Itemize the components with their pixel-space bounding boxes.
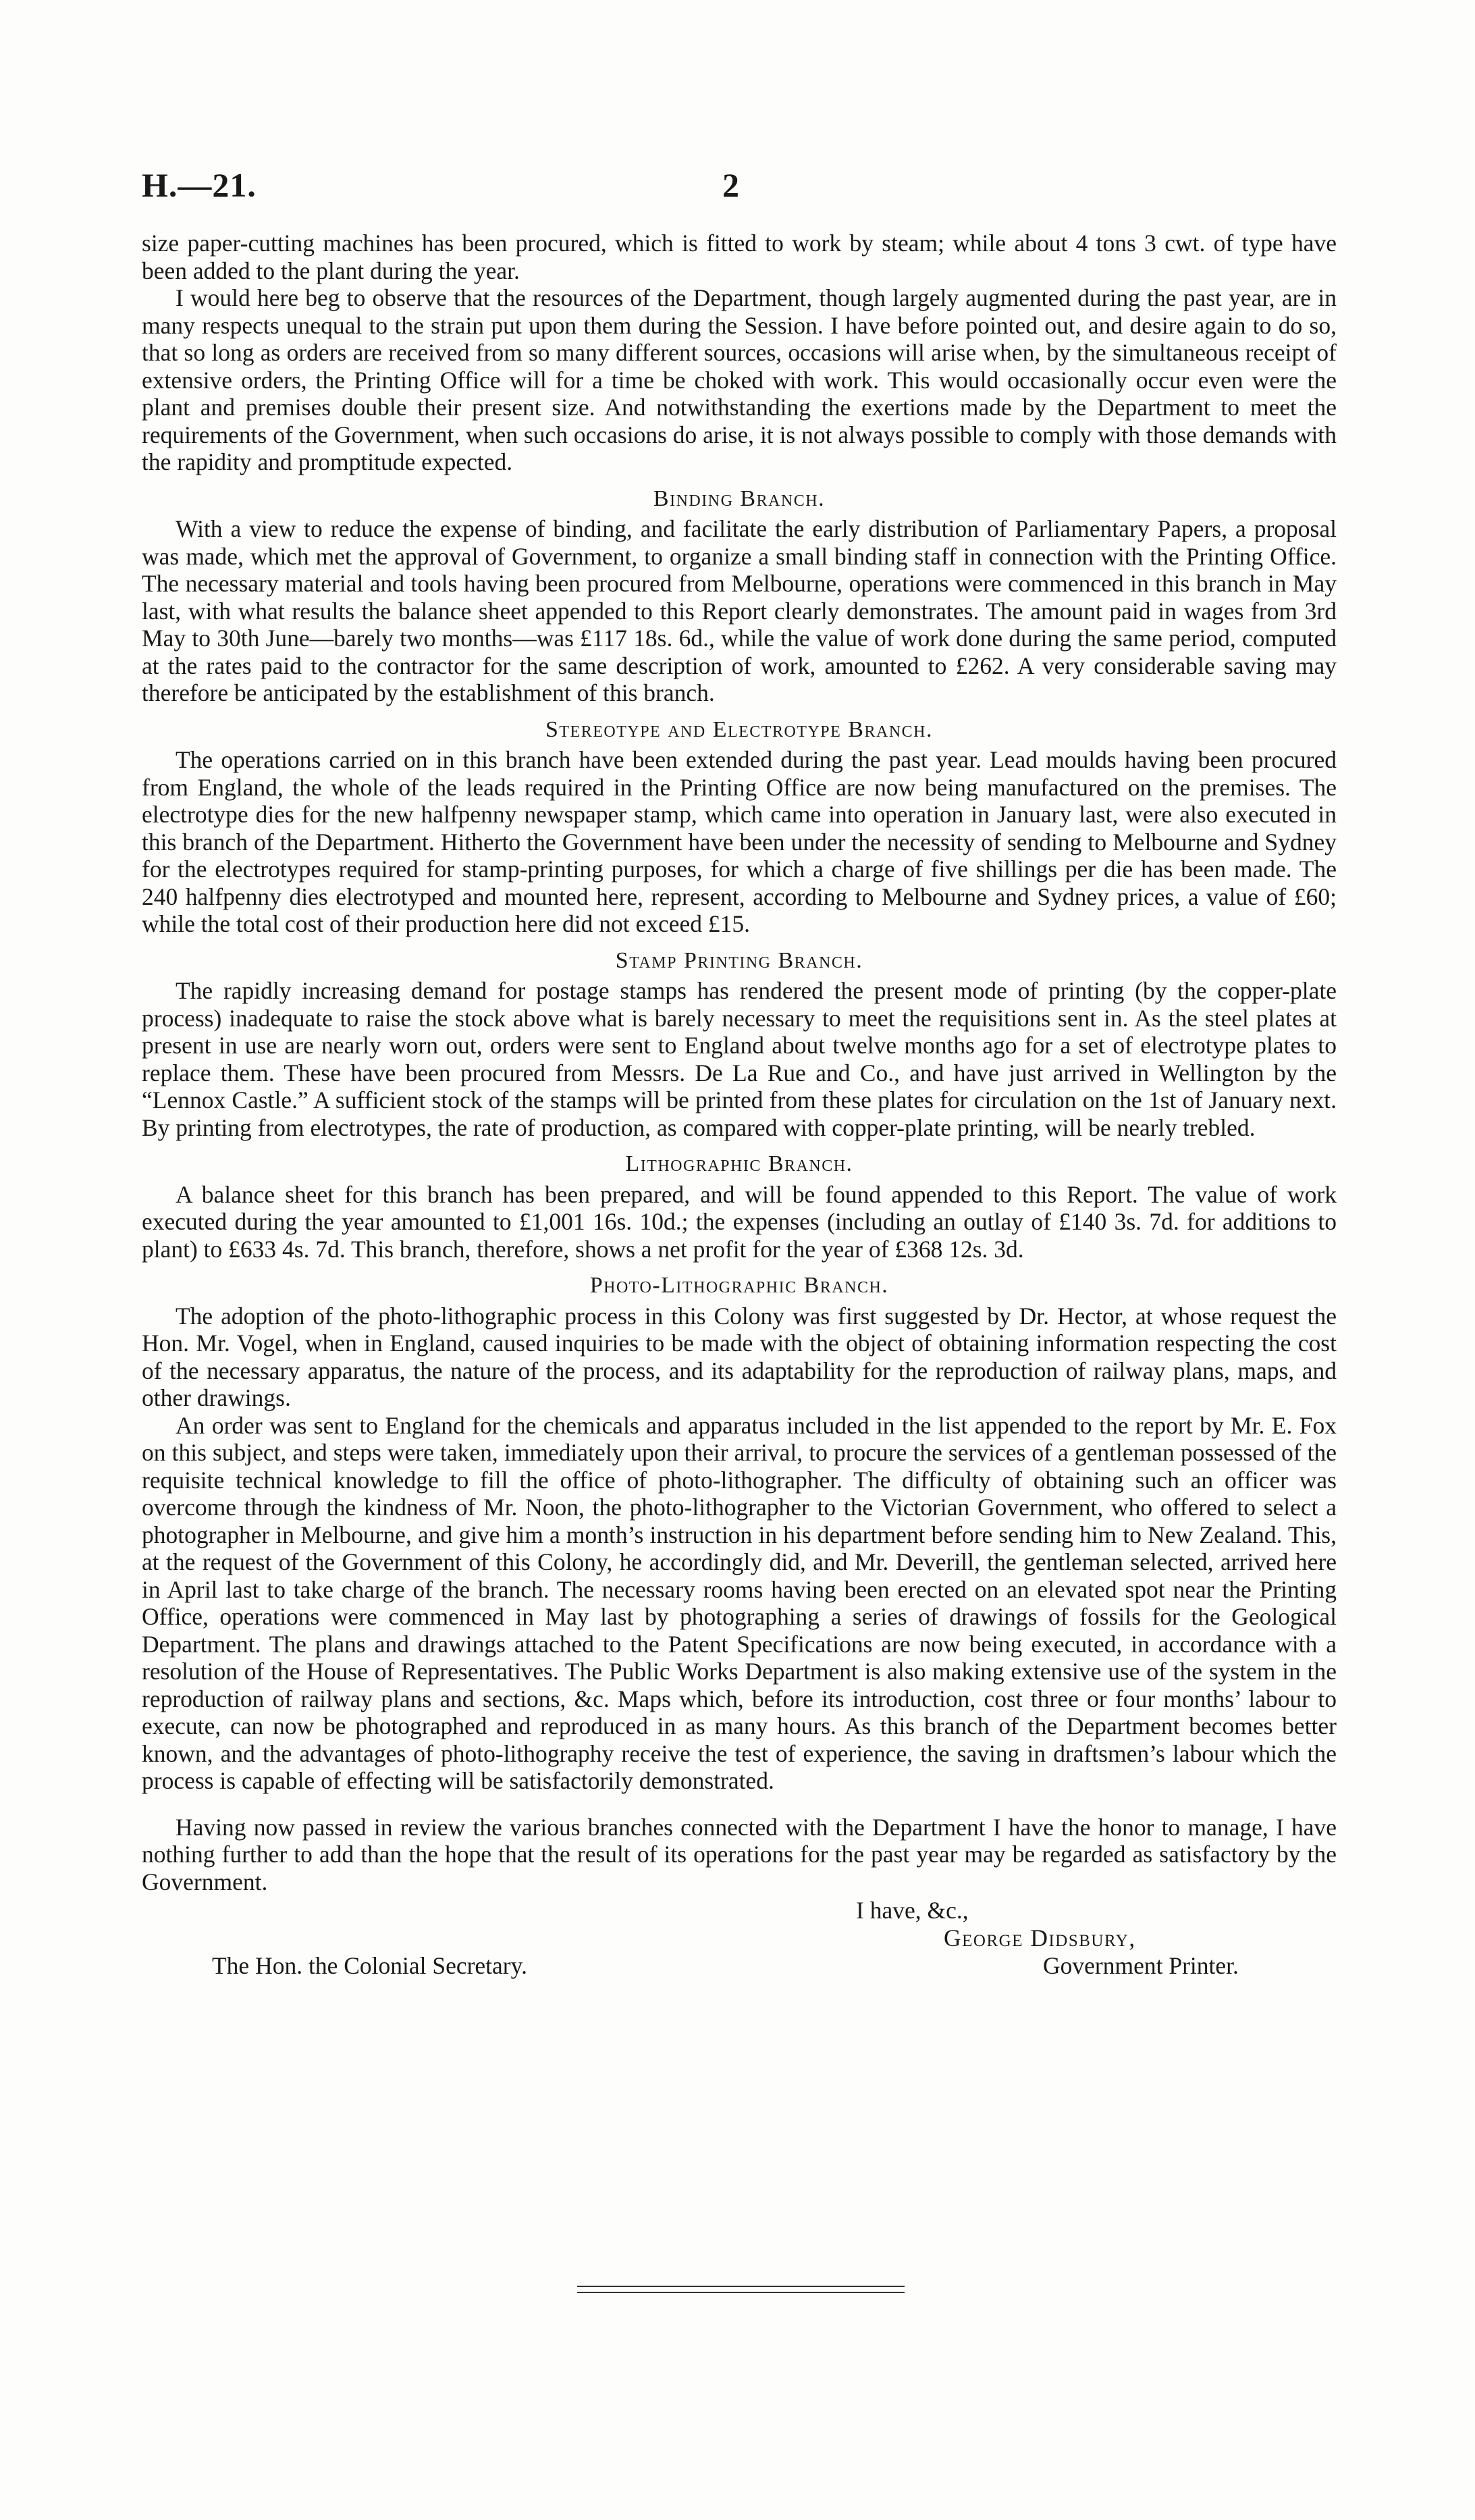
addressee: The Hon. the Colonial Secretary. bbox=[212, 1952, 527, 1979]
signature-block bbox=[142, 1897, 1337, 1998]
salutation: I have, &c., bbox=[856, 1897, 969, 1924]
paragraph: An order was sent to England for the chemicals and apparatus included in the list appended to the report by Mr. E. Fox on this subject, and steps were taken, immediately upon their arrival, to procure the services of a gentleman possessed of the requisite technical knowledge to fill the office of photo-lithographer. The difficulty of obtaining such an officer was overcome through the kindness of Mr. Noon, the photo-lithographer to the Victorian Government, who offered to select a photographer in Melbourne, and give him a month’s instruction in his department before sending him to New Zealand. This, at the request of the Government of this Colony, he accordingly did, and Mr. Deverill, the gentleman selected, arrived here in April last to take charge of the branch. The necessary rooms having been erected on an elevated spot near the Printing Office, operations were commenced in May last by photographing a series of drawings of fossils for the Geological Department. The plans and drawings attached to the Patent Specifications are now being executed, in accordance with a resolution of the House of Representatives. The Public Works Department is also making extensive use of the system in the reproduction of railway plans and sections, &c. Maps which, before its introduction, cost three or four months’ labour to execute, can now be photographed and reproduced in as many hours. As this branch of the Department becomes better known, and the advantages of photo-lithography receive the test of experience, the saving in draftsmen’s labour which the process is capable of effecting will be satisfactorily demonstrated. bbox=[142, 1411, 1337, 1794]
paragraph: The rapidly increasing demand for postage stamps has rendered the present mode of printing (by the copper-plate process) inadequate to raise the stock above what is barely necessary to meet the requisitions sent in. As the steel plates at present in use are nearly worn out, orders were sent to England about twelve months ago for a set of electrotype plates to replace them. These have been procured from Messrs. De La Rue and Co., and have just arrived in Wellington by the “Lennox Castle.” A sufficient stock of the stamps will be printed from these plates for circulation on the 1st of January next. By printing from electrotypes, the rate of production, as compared with copper-plate printing, will be nearly trebled. bbox=[142, 977, 1337, 1141]
document-code: H.—21. bbox=[142, 166, 257, 204]
closing-paragraph: Having now passed in review the various branches connected with the Department I have the honor to manage, I have nothing further to add than the hope that the result of its operations for the past year may be regarded as satisfactory by the Government. bbox=[142, 1813, 1337, 1895]
document-body bbox=[142, 230, 1337, 1998]
section-heading-stamp-printing: Stamp Printing Branch. bbox=[615, 947, 863, 973]
paragraph: size paper-cutting machines has been procured, which is fitted to work by steam; while about 4 tons 3 cwt. of type have been added to the plant during the year. bbox=[142, 230, 1337, 284]
section-heading-binding: Binding Branch. bbox=[653, 485, 826, 511]
signer-title: Government Printer. bbox=[1043, 1952, 1239, 1979]
section-heading-stereotype: Stereotype and Electrotype Branch. bbox=[545, 716, 933, 742]
paragraph: The operations carried on in this branch have been extended during the past year. Lead moulds having been procured from England, the whole of the leads required in the Printing Office are now being manufactured on the premises. The electrotype dies for the new halfpenny newspaper stamp, which came into operation in January last, were also executed in this branch of the Department. Hitherto the Government have been under the necessity of sending to Melbourne and Sydney for the electrotypes required for stamp-printing purposes, for which a charge of five shillings per die has been made. The 240 halfpenny dies electrotyped and mounted here, represent, according to Melbourne and Sydney prices, a value of £60; while the total cost of their production here did not exceed £15. bbox=[142, 746, 1337, 937]
end-rule-top bbox=[577, 2286, 905, 2287]
page-header bbox=[142, 165, 1337, 213]
section-heading-photo-lithographic: Photo-Lithographic Branch. bbox=[589, 1273, 889, 1298]
spacer bbox=[142, 1795, 1337, 1814]
paragraph: A balance sheet for this branch has been prepared, and will be found appended to this Report. The value of work executed during the year amounted to £1,001 16s. 10d.; the expenses (including an outlay of £140 3s. 7d. for additions to plant) to £633 4s. 7d. This branch, therefore, shows a net profit for the year of £368 12s. 3d. bbox=[142, 1180, 1337, 1263]
section-heading-lithographic: Lithographic Branch. bbox=[625, 1151, 853, 1176]
page-number: 2 bbox=[722, 166, 739, 204]
end-rule-bottom bbox=[577, 2292, 905, 2293]
paragraph: With a view to reduce the expense of binding, and facilitate the early distribution of Parliamentary Papers, a proposal was made, which met the approval of Government, to organize a small binding staff in connection with the Printing Office. The necessary material and tools having been procured from Melbourne, operations were commenced in this branch in May last, with what results the balance sheet appended to this Report clearly demonstrates. The amount paid in wages from 3rd May to 30th June—barely two months—was £117 18s. 6d., while the value of work done during the same period, computed at the rates paid to the contractor for the same description of work, amounted to £262. A very considerable saving may therefore be anticipated by the establishment of this branch. bbox=[142, 515, 1337, 706]
paragraph: I would here beg to observe that the resources of the Department, though largely augmented during the past year, are in many respects unequal to the strain put upon them during the Session. I have before pointed out, and desire again to do so, that so long as orders are received from so many different sources, occasions will arise when, by the simultaneous receipt of extensive orders, the Printing Office will for a time be choked with work. This would occasionally occur even were the plant and premises double their present size. And notwithstanding the exertions made by the Department to meet the requirements of the Government, when such occasions do arise, it is not always possible to comply with those demands with the rapidity and promptitude expected. bbox=[142, 284, 1337, 475]
paragraph: The adoption of the photo-lithographic process in this Colony was first suggested by Dr. Hector, at whose request the Hon. Mr. Vogel, when in England, caused inquiries to be made with the object of obtaining information respecting the cost of the necessary apparatus, the nature of the process, and its adaptability for the reproduction of railway plans, maps, and other drawings. bbox=[142, 1302, 1337, 1411]
signer-name: George Didsbury, bbox=[944, 1924, 1136, 1951]
